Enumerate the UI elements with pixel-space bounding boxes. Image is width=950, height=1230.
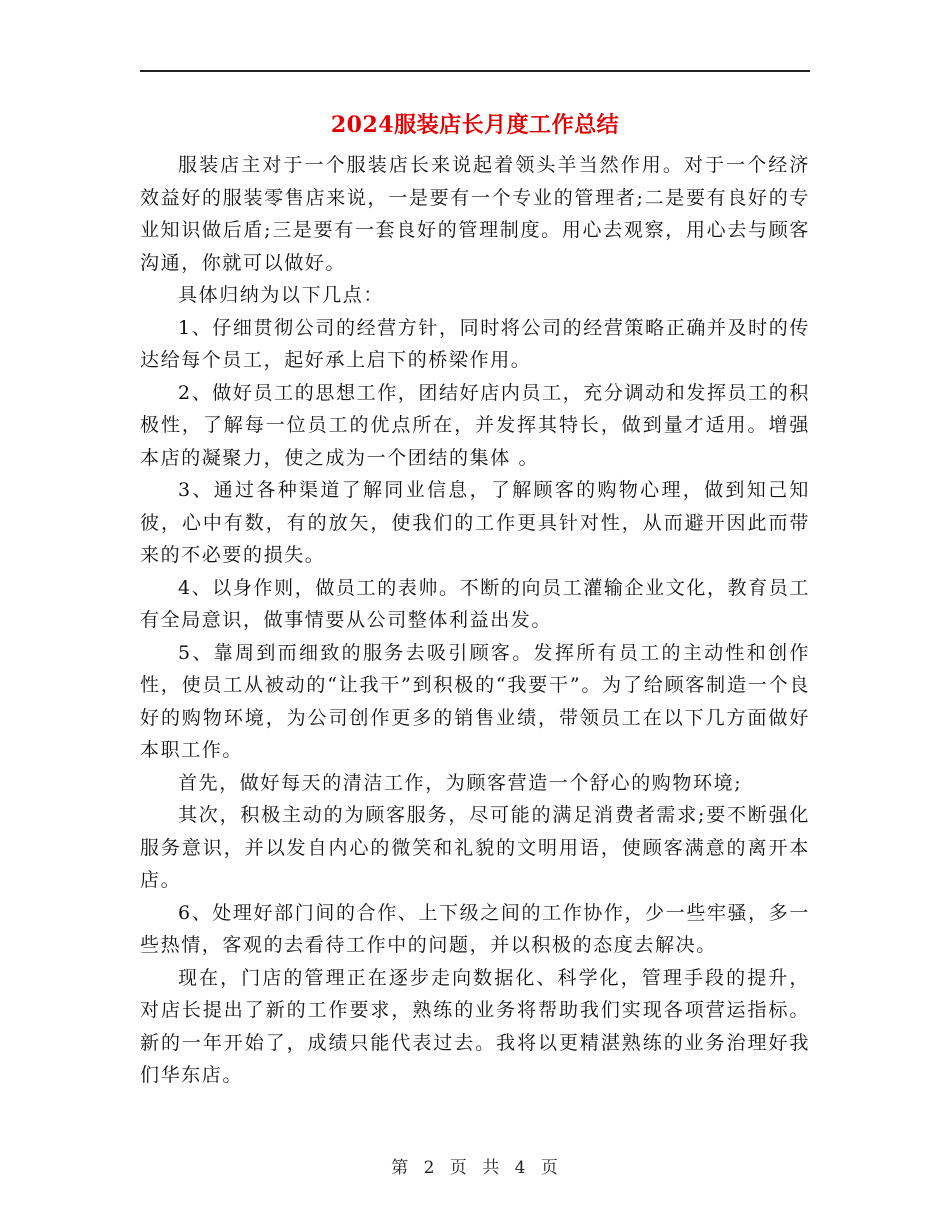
paragraph-point-3: 3、通过各种渠道了解同业信息，了解顾客的购物心理，做到知己知彼，心中有数，有的放矢，使我们的工作更具针对性，从而避开因此而带来的不必要的损失。 xyxy=(140,479,810,566)
document-body xyxy=(140,149,810,1092)
page-footer xyxy=(0,1153,950,1178)
header-rule xyxy=(140,70,810,72)
paragraph-point-1: 1、仔细贯彻公司的经营方针，同时将公司的经营策略正确并及时的传达给每个员工，起好承上启下的桥梁作用。 xyxy=(140,316,810,371)
footer-page-prefix: 第 xyxy=(391,1158,410,1178)
document-title: 2024服装店长月度工作总结 xyxy=(330,112,620,138)
paragraph-second: 其次，积极主动的为顾客服务，尽可能的满足消费者需求;要不断强化服务意识，并以发自内心的微笑和礼貌的文明用语，使顾客满意的离开本店。 xyxy=(140,804,810,891)
footer-page-word: 页 xyxy=(449,1158,468,1178)
paragraph-point-5: 5、靠周到而细致的服务去吸引顾客。发挥所有员工的主动性和创作性，使员工从被动的“让我干”到积极的“我要干”。为了给顾客制造一个良好的购物环境，为公司创作更多的销售业绩，带领员工在以下几方面做好本职工作。 xyxy=(140,641,810,761)
footer-total-prefix: 共 xyxy=(482,1158,501,1178)
footer-current-page: 2 xyxy=(423,1158,436,1178)
paragraph-conclusion: 现在，门店的管理正在逐步走向数据化、科学化，管理手段的提升，对店长提出了新的工作要求，熟练的业务将帮助我们实现各项营运指标。新的一年开始了，成绩只能代表过去。我将以更精湛熟练的业务治理好我们华东店。 xyxy=(140,966,810,1086)
paragraph-summary-lead: 具体归纳为以下几点： xyxy=(178,284,385,306)
paragraph-intro: 服装店主对于一个服装店长来说起着领头羊当然作用。对于一个经济效益好的服装零售店来说，一是要有一个专业的管理者;二是要有良好的专业知识做后盾;三是要有一套良好的管理制度。用心去观察，用心去与顾客沟通，你就可以做好。 xyxy=(140,154,810,274)
paragraph-point-6: 6、处理好部门间的合作、上下级之间的工作协作，少一些牢骚，多一些热情，客观的去看待工作中的问题，并以积极的态度去解决。 xyxy=(140,901,810,956)
paragraph-point-2: 2、做好员工的思想工作，团结好店内员工，充分调动和发挥员工的积极性，了解每一位员工的优点所在，并发挥其特长，做到量才适用。增强本店的凝聚力，使之成为一个团结的集体 。 xyxy=(140,381,810,469)
footer-total-suffix: 页 xyxy=(540,1158,559,1178)
paragraph-first: 首先，做好每天的清洁工作，为顾客营造一个舒心的购物环境; xyxy=(178,771,743,794)
paragraph-point-4: 4、以身作则，做员工的表帅。不断的向员工灌输企业文化，教育员工有全局意识，做事情要从公司整体利益出发。 xyxy=(140,576,810,631)
footer-total-pages: 4 xyxy=(514,1158,527,1178)
